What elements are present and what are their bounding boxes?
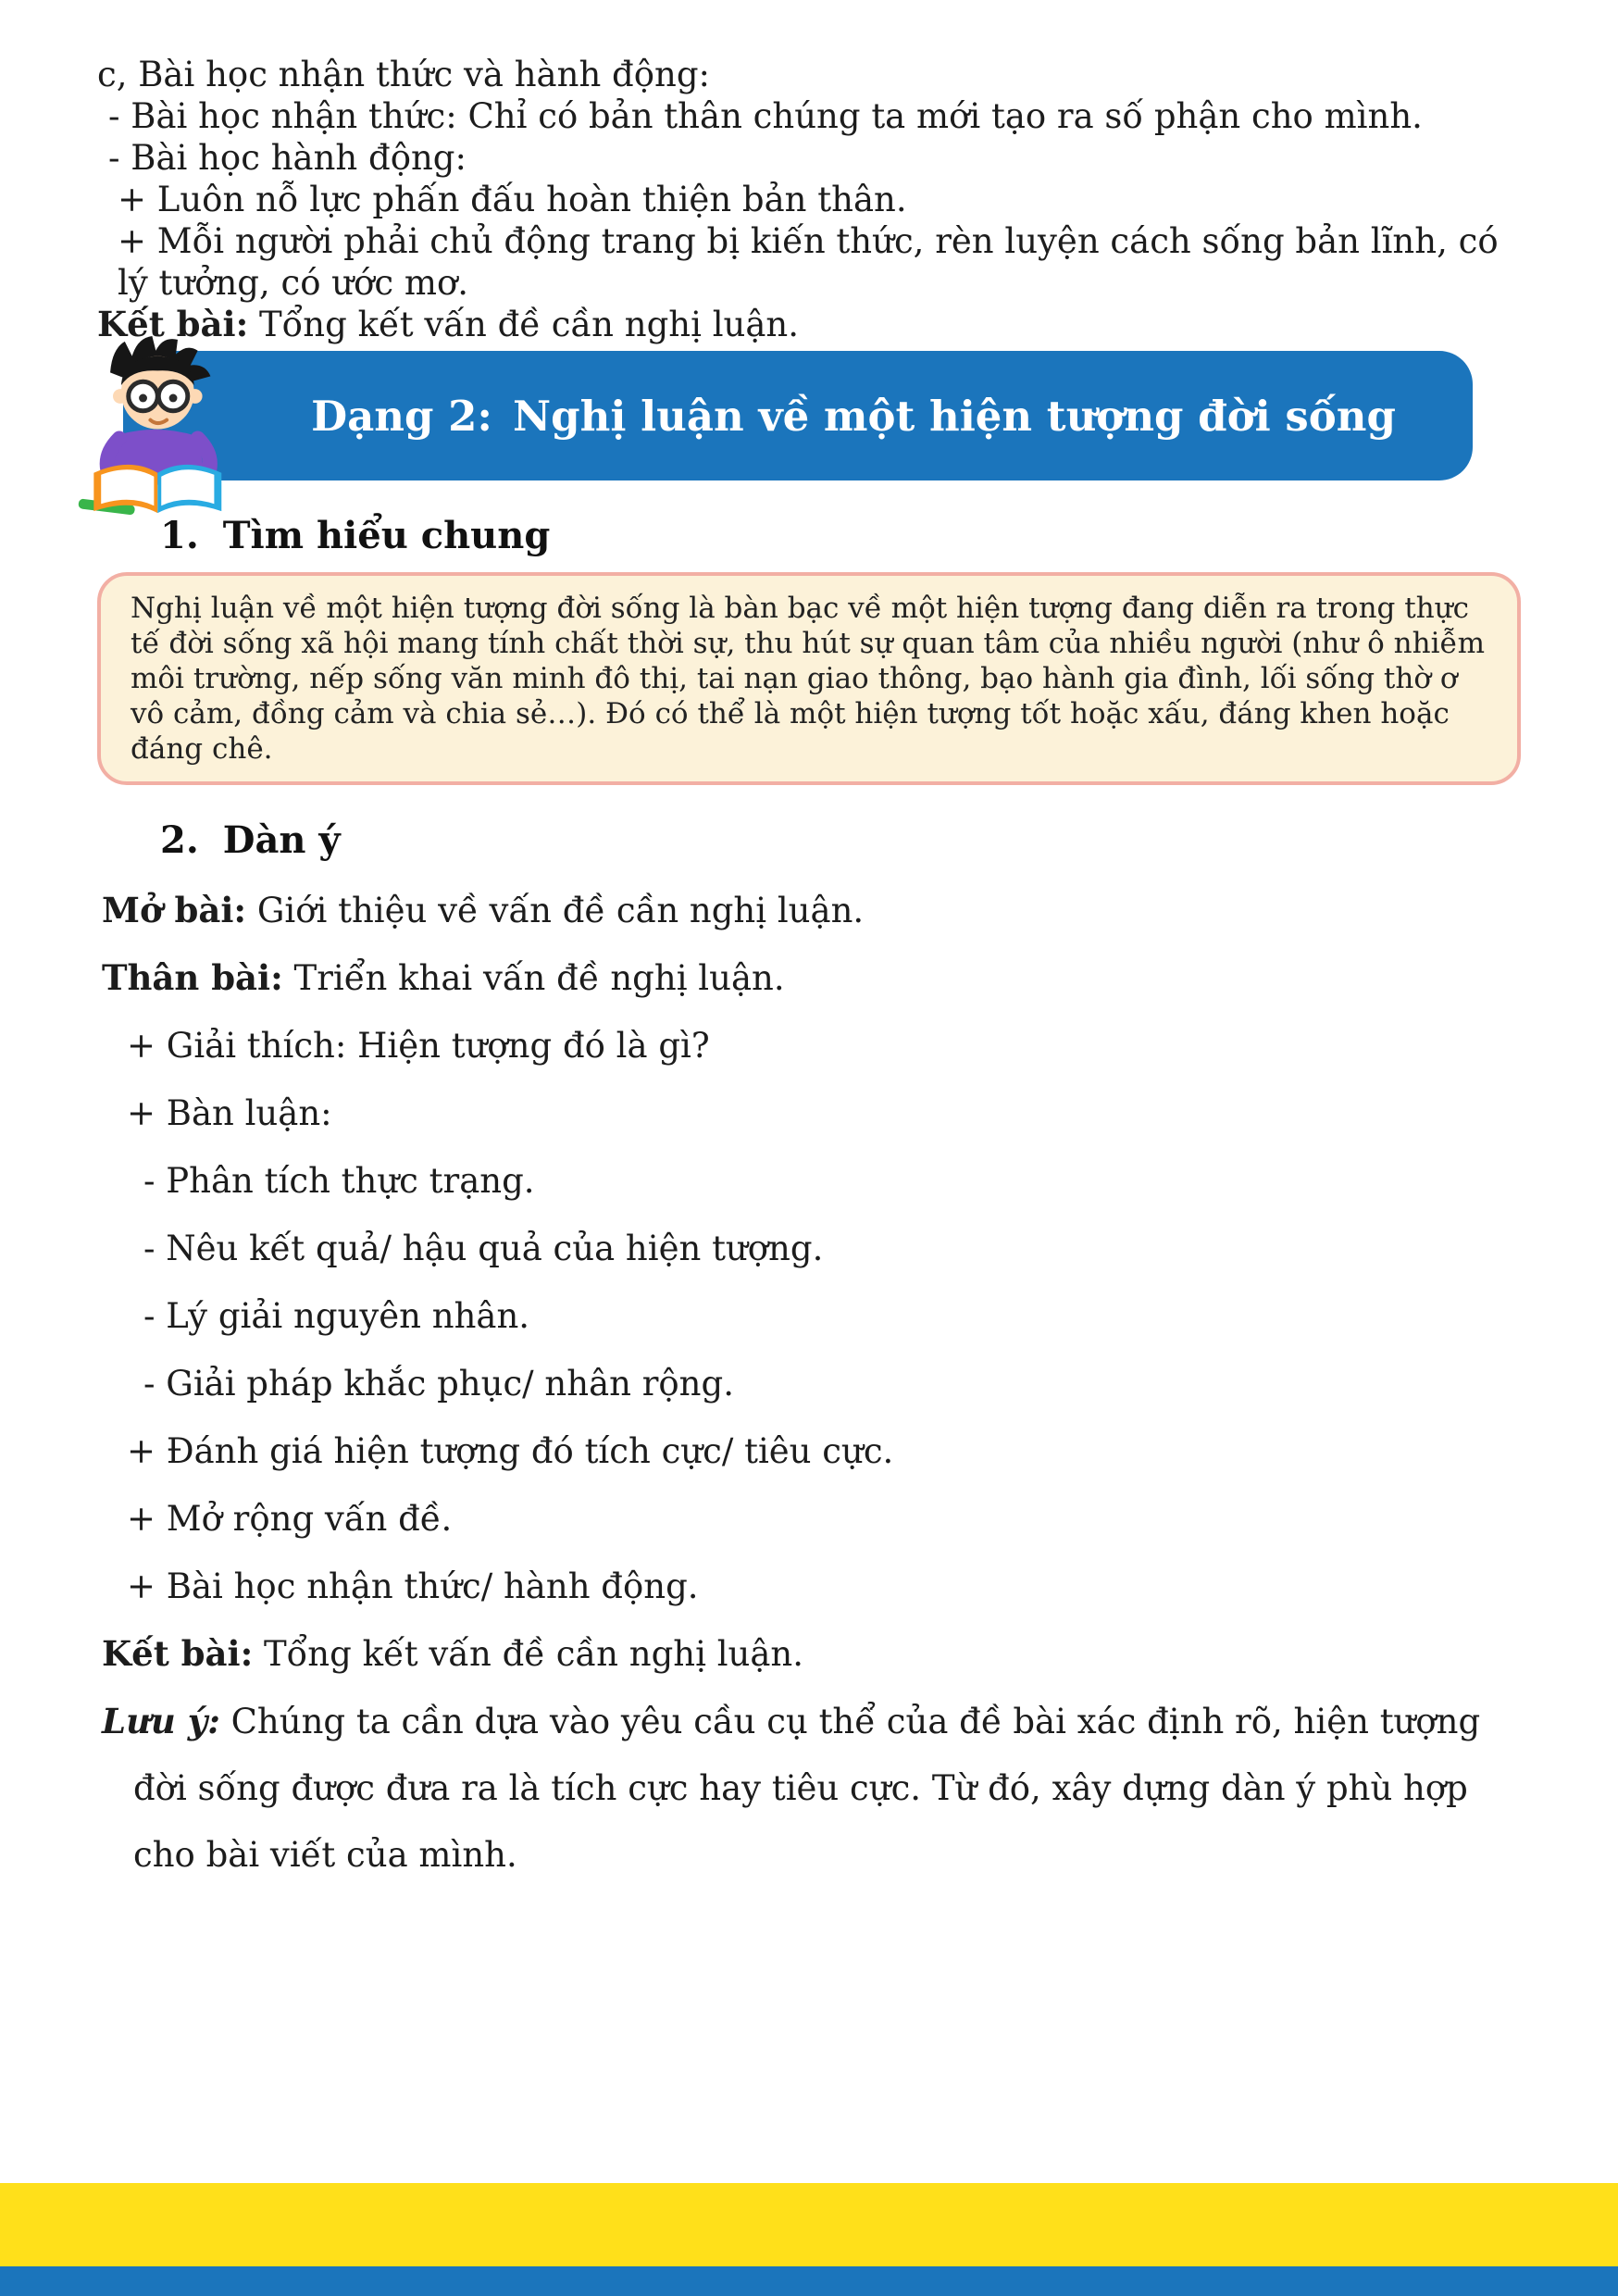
footer-blue-bar — [0, 2266, 1618, 2296]
outline-item: - Nêu kết quả/ hậu quả của hiện tượng. — [143, 1229, 824, 1268]
outline-item: + Mở rộng vấn đề. — [127, 1499, 453, 1539]
dang-2-banner — [123, 351, 1473, 480]
outline-item: + Bài học nhận thức/ hành động. — [127, 1566, 699, 1606]
section-2-title: Dàn ý — [222, 818, 341, 862]
outline-note-item: Lưu ý: Chúng ta cần dựa vào yêu cầu cụ thể của đề bài xác định rõ, hiện tượng đời sống được đưa ra là tích cực hay tiêu cực. Từ đó, xây dựng dàn ý phù hợp cho bài viết của mình. — [102, 1701, 1481, 1875]
content-column — [97, 54, 1521, 1889]
outline-item: + Đánh giá hiện tượng đó tích cực/ tiêu cực. — [127, 1431, 894, 1471]
outline-item: - Phân tích thực trạng. — [143, 1161, 535, 1201]
section-2-heading — [160, 818, 1521, 862]
text-line: Kết bài: Tổng kết vấn đề cần nghị luận. — [97, 304, 800, 344]
outline-list — [97, 877, 1521, 1889]
outline-item: + Giải thích: Hiện tượng đó là gì? — [127, 1026, 710, 1066]
text-line: c, Bài học nhận thức và hành động: — [97, 55, 710, 94]
section-1-heading — [160, 514, 1521, 557]
outline-item: + Bàn luận: — [127, 1093, 332, 1133]
banner-title — [200, 392, 1396, 441]
text-line: + Mỗi người phải chủ động trang bị kiến thức, rèn luyện cách sống bản lĩnh, có lý tưởng, có ước mơ. — [118, 221, 1499, 303]
reading-boy-illustration — [66, 334, 286, 521]
section-2-number: 2. — [160, 818, 199, 862]
text-line: - Bài học hành động: — [108, 138, 467, 178]
banner-label: Dạng 2: — [311, 391, 493, 441]
text-line: + Luôn nỗ lực phấn đấu hoàn thiện bản thân. — [118, 180, 907, 219]
banner-title-text: Nghị luận về một hiện tượng đời sống — [513, 391, 1396, 441]
section-1-number: 1. — [160, 514, 199, 557]
outline-item: Kết bài: Tổng kết vấn đề cần nghị luận. — [102, 1633, 804, 1674]
footer-yellow-bar — [0, 2183, 1618, 2266]
text-line: - Bài học nhận thức: Chỉ có bản thân chúng ta mới tạo ra số phận cho mình. — [108, 96, 1423, 136]
outline-item: - Lý giải nguyên nhân. — [143, 1296, 530, 1336]
outline-item: Thân bài: Triển khai vấn đề nghị luận. — [102, 957, 785, 998]
outline-item: Mở bài: Giới thiệu về vấn đề cần nghị luận. — [102, 890, 865, 930]
section-1-title: Tìm hiểu chung — [222, 514, 551, 557]
intro-text-block — [97, 54, 1521, 345]
definition-text: Nghị luận về một hiện tượng đời sống là bàn bạc về một hiện tượng đang diễn ra trong thực tế đời sống xã hội mang tính chất thời sự, thu hút sự quan tâm của nhiều người (như ô nhiễm môi trường, nếp sống văn minh đô thị, tai nạn giao thông, bạo hành gia đình, lối sống thờ ơ vô cảm, đồng cảm và chia sẻ…). Đó có thể là một hiện tượng tốt hoặc xấu, đáng khen hoặc đáng chê. — [131, 592, 1485, 766]
outline-item: - Giải pháp khắc phục/ nhân rộng. — [143, 1364, 734, 1404]
definition-box — [97, 572, 1521, 785]
